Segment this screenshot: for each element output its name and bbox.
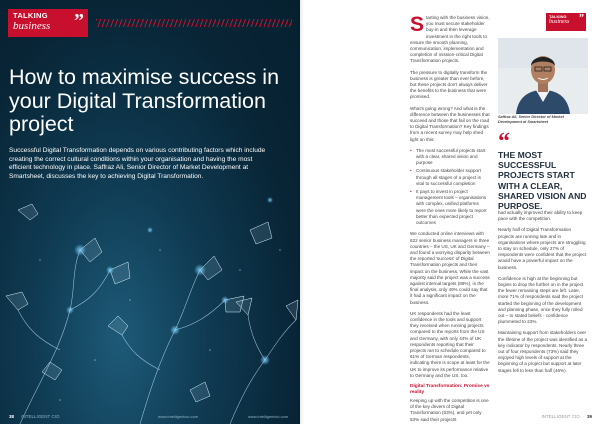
body-column-2 bbox=[498, 210, 588, 379]
pull-quote: THE MOST SUCCESSFUL PROJECTS START WITH A CLEAR, SHARED VISION AND PURPOSE. bbox=[498, 150, 587, 212]
magazine-name-right: INTELLIGENT CIO bbox=[541, 414, 580, 419]
body-paragraph: had actually improved their ability to keep pace with the competition. bbox=[498, 210, 583, 222]
caption-role: Development at Smartsheet bbox=[498, 120, 549, 124]
body-paragraph: Maintaining support from stakeholders over the lifetime of the project was identified as a key indicator by respondents. Nearly three out of four respondents (73%) said they enjoyed high levels of support at the beginning of a project but support at later stages fell to less than half (46%). bbox=[498, 330, 588, 373]
body-paragraph: Confidence is high at the beginning but begins to drop the further on in the project the fewer remaining steps are left. Later, more 71% of respondents said the project started the beginning of the development and planning phase, once they fully rolled out – to stated beliefs - confidence plummeted to 23%. bbox=[498, 275, 584, 325]
left-footer bbox=[9, 414, 59, 419]
body-paragraph: The pressure to digitally transform the business is greater than ever before, but these projects don't always deliver the benefits to the business that were promised. bbox=[410, 69, 488, 100]
right-page bbox=[300, 0, 600, 424]
decorative-stripes bbox=[96, 19, 292, 27]
article-title: How to maximise success in your Digital Transformation project bbox=[9, 65, 280, 136]
body-column-1 bbox=[410, 15, 490, 424]
article-intro: Successful Digital Transformation depends on various contributing factors which include creating the correct cultural conditions within your organisation and having the most efficient technology in place. Saffraz Ali, Senior Director of Market Development at Smartsheet, discusses the key to achieving Digital Transformation. bbox=[9, 147, 266, 180]
list-item: • The most successful projects start with a clear, shared vision and purpose bbox=[410, 148, 490, 167]
paragraph-text: tarting with the business vision, you must secure stakeholder buy-in and then leverage investment in the right tools to ensure the smooth planning, communication, implementation and completion of mission-critical Digital Transformation projects. bbox=[410, 15, 490, 64]
page-gutter bbox=[296, 0, 304, 424]
body-paragraph bbox=[410, 15, 490, 65]
body-paragraph: Keeping up with the competition is one of the key drivers of Digital Transformation (63%), and yet only 53% said their projects bbox=[410, 397, 489, 422]
caption-name: Saffraz Ali, Senior Director of Market bbox=[498, 115, 564, 119]
body-paragraph: Nearly half of Digital Transformation projects are running late and in organisations where projects are struggling to stay on schedule, only 27% of respondents were confident that the project would have a powerful impact on the business. bbox=[498, 227, 587, 270]
page-number-left: 38 bbox=[9, 414, 15, 419]
key-findings-list bbox=[410, 148, 490, 226]
talking-business-badge-small bbox=[546, 13, 586, 31]
footer-url-left: www.intelligentcio.com bbox=[158, 414, 199, 419]
badge-line2: business bbox=[13, 20, 51, 32]
dropcap: S bbox=[410, 13, 425, 36]
body-paragraph: What's going wrong? And what is the difference between the businesses that succeed and those that fail on the road to Digital Transformation? Key findings from a recent survey may help shed light on this: bbox=[410, 105, 490, 142]
pullquote-mark-icon: “ bbox=[498, 129, 510, 155]
body-paragraph: We conducted online interviews with 622 senior business managers in three countries – the US, UK and Germany – and found a worrying disparity between the reported 'success' of Digital Transformation projects and their impact on the business. While the vast majority said the project was a success against internal targets (86%), in the final analysis, only 49% could say that it had a significant impact on the business. bbox=[410, 231, 490, 305]
quote-icon: ” bbox=[74, 10, 84, 32]
page-number-right: 39 bbox=[586, 414, 592, 419]
talking-business-badge bbox=[8, 9, 88, 37]
body-paragraph: UK respondents had the least confidence in the tools and support they received when running projects compared to the reports from the US and Germany, with only 44% of UK respondents reporting that their projects ran to schedule compared to 61% of German respondents, indicating there is scope at least for the UK to improve its performance relative to Germany and the US, too. bbox=[410, 310, 490, 378]
quote-icon: ” bbox=[579, 13, 584, 24]
badge-line2: business bbox=[549, 19, 570, 25]
footer-url-left-2: www.intelligentcio.com bbox=[248, 414, 289, 419]
list-item: • Continuous stakeholder support through all stages of a project is vital to successful completion bbox=[410, 168, 490, 187]
badge-line1: TALKING bbox=[13, 11, 48, 20]
magazine-name-left: INTELLIGENT CIO bbox=[21, 414, 60, 419]
author-photo bbox=[498, 38, 588, 114]
photo-caption bbox=[498, 115, 588, 125]
right-footer bbox=[542, 414, 592, 419]
list-item: • It pays to invest in project management tools – organisations with complex, unified platforms were the ones more likely to report better than expected project outcomes bbox=[410, 189, 490, 226]
section-subhead: Digital Transformation: Promise vs reality bbox=[410, 383, 490, 395]
badge-line1: TALKING bbox=[549, 14, 567, 19]
